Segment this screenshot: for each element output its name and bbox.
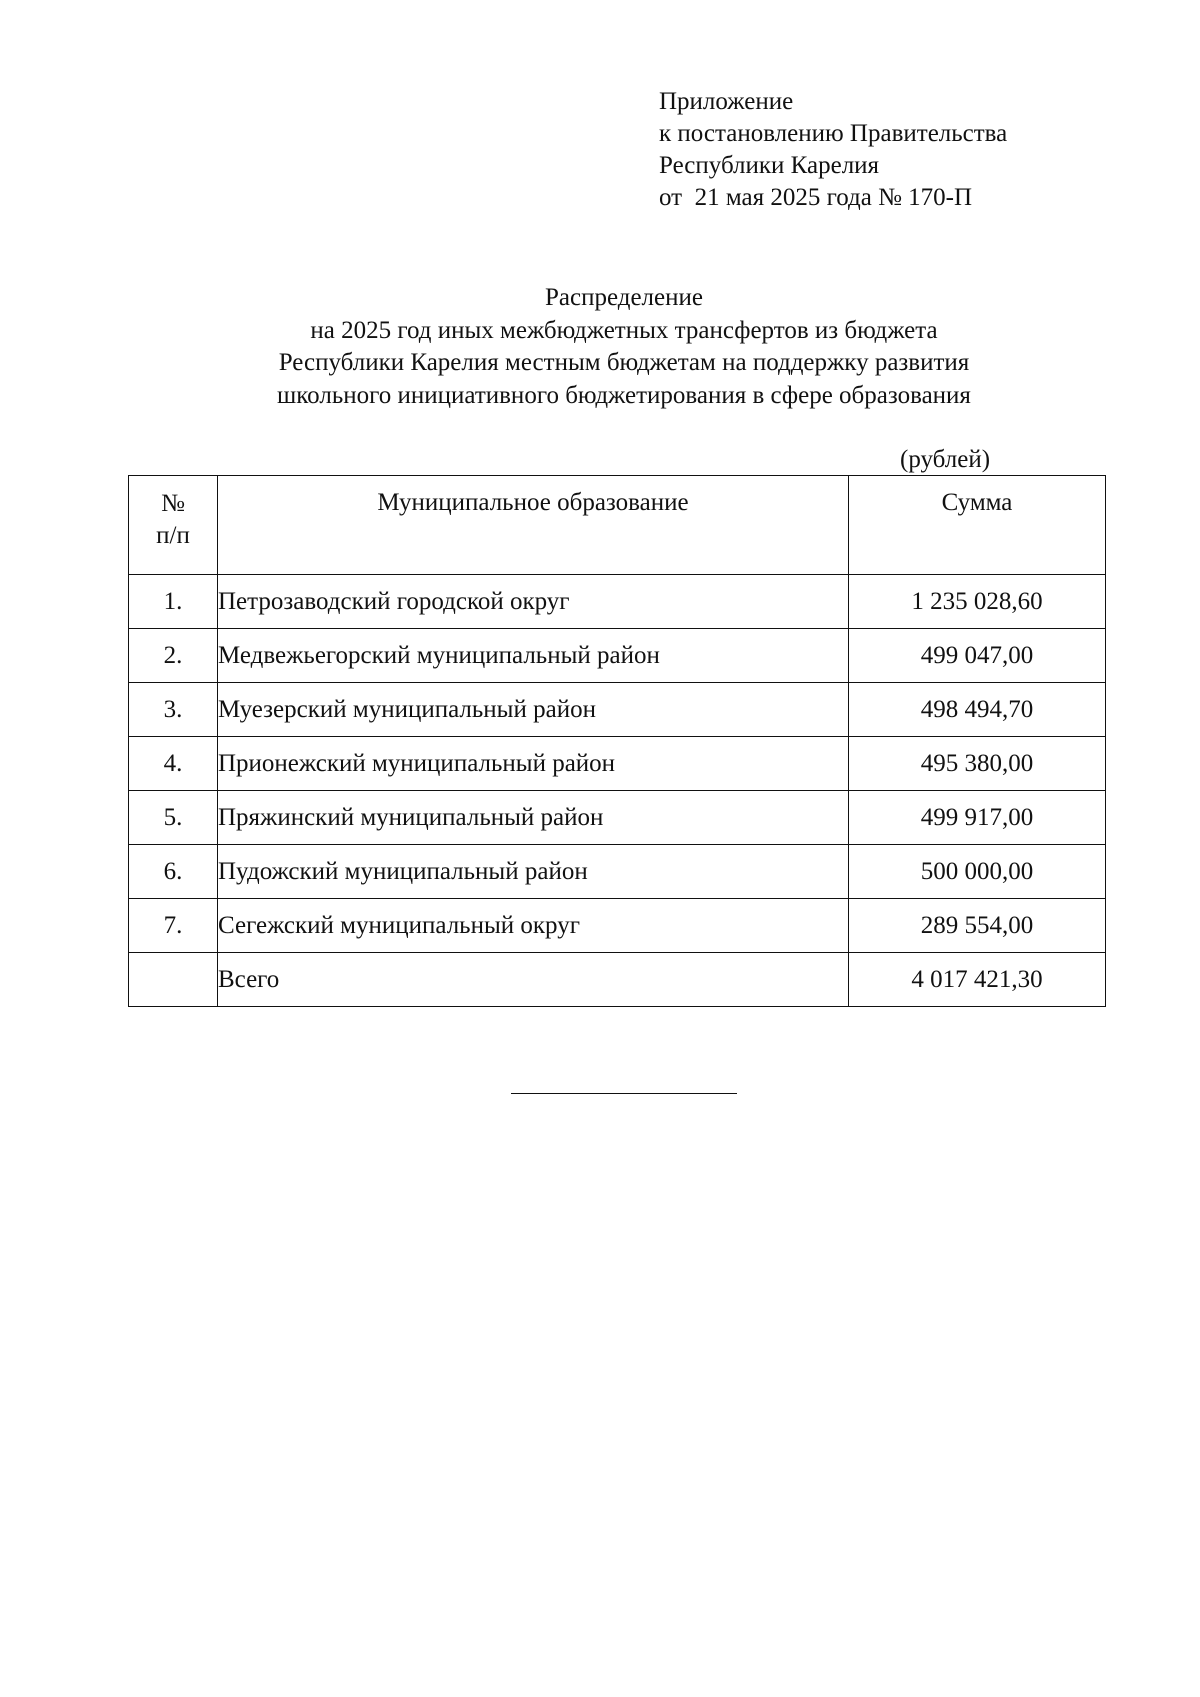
row-municipality: Прионежский муниципальный район <box>218 737 849 791</box>
closing-divider <box>511 1093 737 1094</box>
row-municipality: Медвежьегорский муниципальный район <box>218 629 849 683</box>
title-line-4: школьного инициативного бюджетирования в сфере образования <box>277 381 971 409</box>
row-number: 4. <box>129 737 218 791</box>
header-number <box>129 476 218 575</box>
row-municipality: Петрозаводский городской округ <box>218 575 849 629</box>
header-sum: Сумма <box>849 476 1106 575</box>
units-label: (рублей) <box>900 446 991 473</box>
total-label: Всего <box>218 953 849 1007</box>
row-sum: 289 554,00 <box>849 899 1106 953</box>
document-title <box>0 282 1200 412</box>
appendix-line-4: от 21 мая 2025 года № 170-П <box>659 184 973 211</box>
distribution-table <box>128 475 1106 1007</box>
appendix-line-3: Республики Карелия <box>659 152 880 179</box>
row-municipality: Пудожский муниципальный район <box>218 845 849 899</box>
row-sum: 1 235 028,60 <box>849 575 1106 629</box>
row-municipality: Сегежский муниципальный округ <box>218 899 849 953</box>
title-line-3: Республики Карелия местным бюджетам на поддержку развития <box>278 349 970 376</box>
table-row <box>129 683 1106 737</box>
row-number: 3. <box>129 683 218 737</box>
total-number <box>129 953 218 1007</box>
row-municipality: Пряжинский муниципальный район <box>218 791 849 845</box>
table-row <box>129 575 1106 629</box>
table-row <box>129 899 1106 953</box>
table-row <box>129 791 1106 845</box>
table-row <box>129 629 1106 683</box>
appendix-line-2: к постановлению Правительства <box>659 120 1008 147</box>
table-row <box>129 737 1106 791</box>
table-header-row <box>129 476 1106 575</box>
header-number-sign: № <box>161 490 185 517</box>
total-sum: 4 017 421,30 <box>849 953 1106 1007</box>
row-sum: 500 000,00 <box>849 845 1106 899</box>
header-municipality: Муниципальное образование <box>218 476 849 575</box>
row-sum: 498 494,70 <box>849 683 1106 737</box>
appendix-line-1: Приложение <box>659 88 794 115</box>
title-line-1: Распределение <box>545 284 703 311</box>
table-row <box>129 845 1106 899</box>
row-number: 1. <box>129 575 218 629</box>
row-number: 5. <box>129 791 218 845</box>
row-municipality: Муезерский муниципальный район <box>218 683 849 737</box>
appendix-header <box>659 86 1007 214</box>
row-number: 7. <box>129 899 218 953</box>
header-number-pp: п/п <box>156 522 190 549</box>
row-number: 2. <box>129 629 218 683</box>
row-sum: 499 047,00 <box>849 629 1106 683</box>
row-sum: 499 917,00 <box>849 791 1106 845</box>
row-number: 6. <box>129 845 218 899</box>
row-sum: 495 380,00 <box>849 737 1106 791</box>
title-line-2: на 2025 год иных межбюджетных трансфертов из бюджета <box>310 316 938 344</box>
table-total-row <box>129 953 1106 1007</box>
